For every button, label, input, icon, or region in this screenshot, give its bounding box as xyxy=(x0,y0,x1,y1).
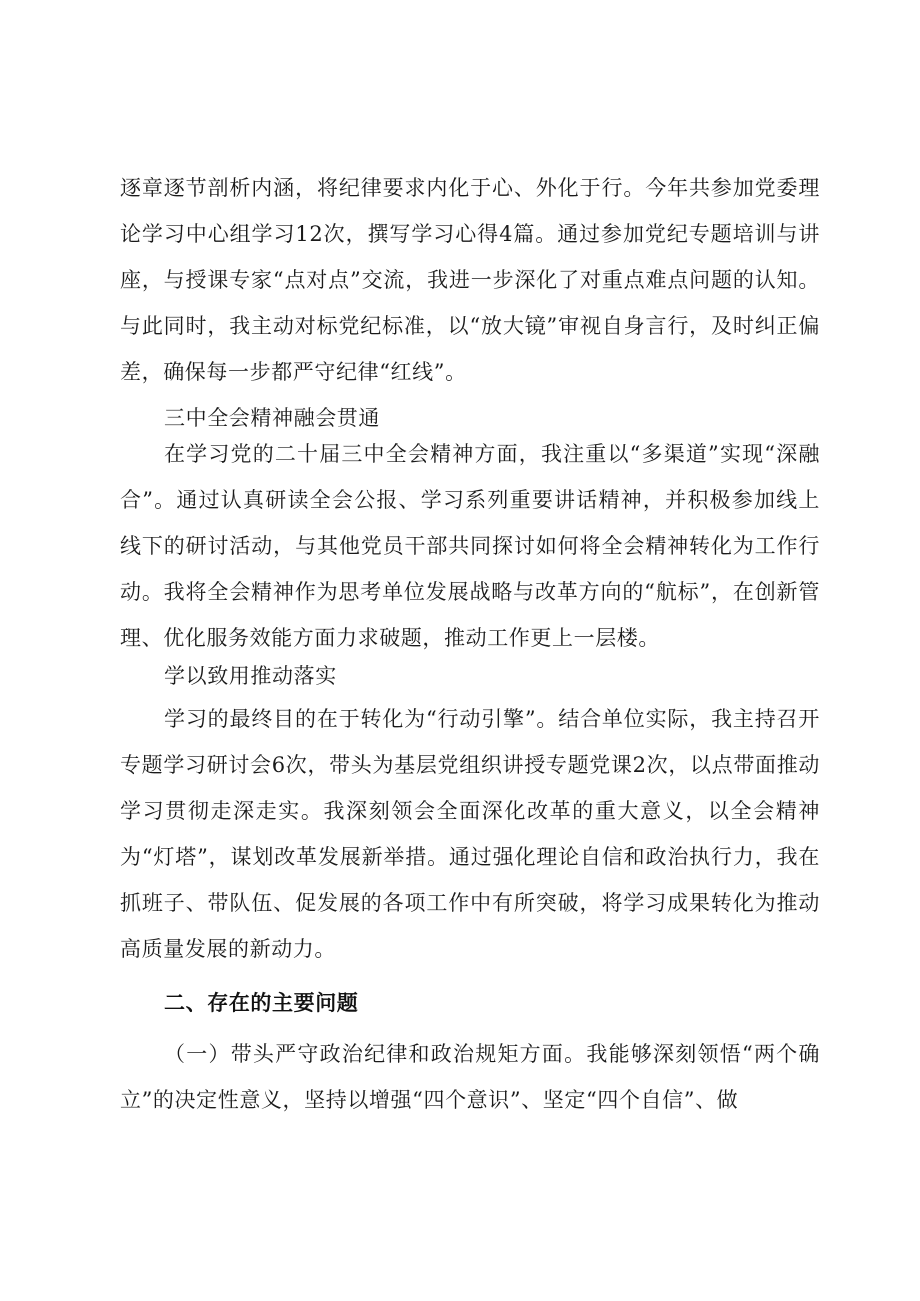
subheading: 三中全会精神融会贯通 xyxy=(164,406,380,430)
paragraph-block-3 xyxy=(120,696,820,972)
section-heading: 二、存在的主要问题 xyxy=(164,991,359,1015)
paragraph-block-4 xyxy=(120,1031,820,1123)
subheading-block-2 xyxy=(120,653,820,699)
paragraph-block-1 xyxy=(120,165,820,395)
body-paragraph: 在学习党的二十届三中全会精神方面，我注重以“多渠道”实现“深融合”。通过认真研读全会公报、学习系列重要讲话精神，并积极参加线上线下的研讨活动，与其他党员干部共同探讨如何将全会精神转化为工作行动。我将全会精神作为思考单位发展战略与改革方向的“航标”，在创新管理、优化服务效能方面力求破题，推动工作更上一层楼。 xyxy=(120,442,820,650)
body-paragraph: 逐章逐节剖析内涵，将纪律要求内化于心、外化于行。今年共参加党委理论学习中心组学习12次，撰写学习心得4篇。通过参加党纪专题培训与讲座，与授课专家“点对点”交流，我进一步深化了对重点难点问题的认知。与此同时，我主动对标党纪标准，以“放大镜”审视自身言行，及时纠正偏差，确保每一步都严守纪律“红线”。 xyxy=(120,176,820,384)
section-heading-block xyxy=(120,980,820,1026)
subheading: 学以致用推动落实 xyxy=(164,664,337,688)
body-paragraph: 学习的最终目的在于转化为“行动引擎”。结合单位实际，我主持召开专题学习研讨会6次，带头为基层党组织讲授专题党课2次，以点带面推动学习贯彻走深走实。我深刻领会全面深化改革的重大意义，以全会精神为“灯塔”，谋划改革发展新举措。通过强化理论自信和政治执行力，我在抓班子、带队伍、促发展的各项工作中有所突破，将学习成果转化为推动高质量发展的新动力。 xyxy=(120,707,820,961)
paragraph-block-2 xyxy=(120,431,820,661)
body-paragraph: （一）带头严守政治纪律和政治规矩方面。我能够深刻领悟“两个确立”的决定性意义，坚持以增强“四个意识”、坚定“四个自信”、做 xyxy=(120,1042,820,1112)
